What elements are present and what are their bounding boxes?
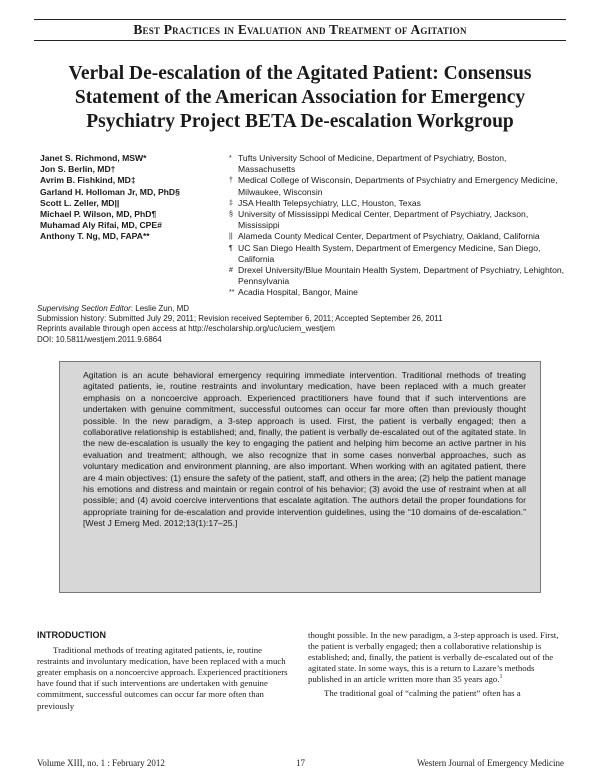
author-name: Avrim B. Fishkind, MD‡	[40, 175, 136, 186]
affiliation-mark: ||	[229, 233, 233, 241]
affiliation-mark: †	[229, 177, 233, 185]
affiliation	[229, 243, 565, 265]
footer-journal: Western Journal of Emergency Medicine	[416, 758, 564, 768]
affiliation-text: Acadia Hospital, Bangor, Maine	[238, 287, 358, 298]
body-paragraph: The traditional goal of “calming the patient” often has a	[324, 688, 521, 699]
body-paragraph	[308, 630, 564, 685]
body-paragraph-text: thought possible. In the new paradigm, a 3-step approach is used. First, the patient is verbally engaged; then a collaborative relationship is established; and, finally, the patient is verbally de-escalated out of the agitated state. In some ways, this is a return to Lazare’s methods published in an article written more than 35 years ago.	[308, 630, 559, 685]
running-head-rule-bottom	[34, 40, 566, 41]
affiliation	[229, 287, 565, 298]
affiliation	[229, 175, 565, 197]
body-column-left	[37, 630, 296, 712]
affiliation	[229, 265, 565, 287]
author-name: Janet S. Richmond, MSW*	[40, 153, 147, 163]
citation-mark[interactable]: 1	[499, 674, 503, 681]
affiliation-mark: ‡	[229, 199, 233, 207]
section-editor	[37, 304, 567, 314]
abstract-text: Agitation is an acute behavioral emergency requiring immediate intervention. Traditional methods of treating agitated patients, ie, routine restraints and involuntary medication, have been replaced with a much greater emphasis on a noncoercive approach. Experienced practitioners have found that if such interventions are undertaken with genuine commitment, successful outcomes can occur far more often than previously thought possible. In the new paradigm, a 3-step approach is used. First, the patient is verbally engaged; then a collaborative relationship is established; and, finally, the patient is verbally de-escalated out of the agitated state. In the new de-escalation is usually the key to engaging the patient and helping him become an active partner in his evaluation and treatment; although, we also recognize that in some cases nonverbal approaches, such as voluntary medication and environment planning, are also important. When working with an agitated patient, there are 4 main objectives: (1) ensure the safety of the patient, staff, and others in the area; (2) help the patient manage his emotions and distress and maintain or regain control of his behavior; (3) avoid the use of restraint when at all possible; and (4) avoid coercive interventions that escalate agitation. The authors detail the proper foundations for appropriate training for de-escalation and provide intervention guidelines, using the “10 domains of de-escalation.” [West J Emerg Med. 2012;13(1):17–25.]	[83, 370, 526, 529]
affiliation-text: Drexel University/Blue Mountain Health System, Department of Psychiatry, Lehighton, Pennsylvania	[238, 265, 565, 287]
affiliation-mark: *	[229, 155, 232, 162]
body-column-right	[308, 630, 564, 700]
affiliation-text: Tufts University School of Medicine, Department of Psychiatry, Boston, Massachusetts	[238, 153, 507, 175]
submission-history: Submission history: Submitted July 29, 2011; Revision received September 6, 2011; Accepted September 26, 2011	[37, 314, 443, 324]
author-name: Garland H. Holloman Jr, MD, PhD§	[40, 186, 180, 197]
reprints-link[interactable]: Reprints available through open access at http://escholarship.org/uc/uciem_westjem	[37, 324, 335, 334]
affiliation-text: University of Mississippi Medical Center, Department of Psychiatry, Jackson, Mississippi	[238, 209, 529, 231]
affiliation-text: JSA Health Telepsychiatry, LLC, Houston, Texas	[238, 197, 421, 208]
abstract-box	[59, 361, 541, 593]
article-meta	[37, 304, 567, 345]
affiliation-mark: §	[229, 211, 233, 219]
author-name: Anthony T. Ng, MD, FAPA**	[40, 231, 150, 242]
doi: DOI: 10.5811/westjem.2011.9.6864	[37, 334, 162, 344]
affiliation-list	[229, 153, 565, 299]
affiliation	[229, 209, 565, 231]
body-paragraph: Traditional methods of treating agitated patients, ie, routine restraints and involuntary medication, have been replaced with a much greater emphasis on a noncoercive approach. Experienced practitioners have found that if such interventions are undertaken with genuine commitment, successful outcomes can occur far more often than previously	[37, 645, 288, 711]
author-name: Scott L. Zeller, MD||	[40, 197, 120, 208]
affiliation	[229, 231, 565, 242]
affiliation-mark: **	[229, 289, 235, 297]
author-list	[40, 153, 225, 243]
author-name: Muhamad Aly Rifai, MD, CPE#	[40, 220, 162, 231]
affiliation-mark: ¶	[229, 244, 233, 252]
author-name: Jon S. Berlin, MD†	[40, 164, 116, 175]
affiliation	[229, 198, 565, 209]
section-editor-value: : Leslie Zun, MD	[130, 304, 190, 313]
section-heading-introduction: INTRODUCTION	[37, 630, 106, 640]
affiliation-mark: #	[229, 267, 233, 275]
section-editor-label: Supervising Section Editor	[37, 304, 131, 313]
footer-volume: Volume XIII, no. 1 : February 2012	[37, 758, 165, 768]
running-head-rule-top	[34, 19, 566, 20]
affiliation	[229, 153, 565, 175]
running-head: Best Practices in Evaluation and Treatment of Agitation	[133, 22, 467, 37]
article-title: Verbal De-escalation of the Agitated Patient: Consensus Statement of the American Association for Emergency Psychiatry Project BETA De-escalation Workgroup	[68, 63, 532, 132]
author-name: Michael P. Wilson, MD, PhD¶	[40, 209, 157, 220]
affiliation-text: Medical College of Wisconsin, Departments of Psychiatry and Emergency Medicine, Milwaukee, Wisconsin	[238, 175, 558, 197]
page-number: 17	[296, 758, 305, 768]
affiliation-text: UC San Diego Health System, Department of Emergency Medicine, San Diego, California	[238, 242, 541, 264]
affiliation-text: Alameda County Medical Center, Department of Psychiatry, Oakland, California	[238, 231, 540, 242]
